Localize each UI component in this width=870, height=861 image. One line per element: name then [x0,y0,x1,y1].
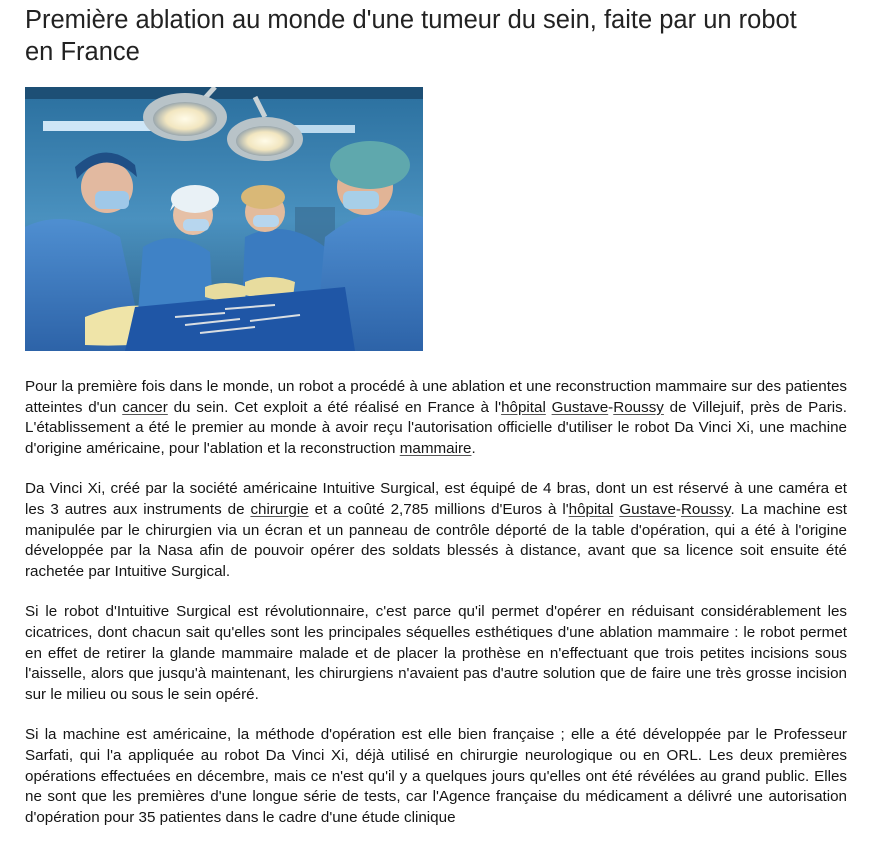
article-photo [25,87,423,351]
article-body [25,377,847,828]
keyword-link-mammaire[interactable]: mammaire [399,439,472,457]
surgery-photo-icon [25,87,423,351]
article-paragraph [25,377,847,459]
keyword-link-chirurgie[interactable]: chirurgie [250,500,309,518]
keyword-link-roussy[interactable]: Roussy [680,500,731,518]
article-title: Première ablation au monde d'une tumeur du sein, faite par un robot en France [25,6,797,66]
keyword-link-h-pital[interactable]: hôpital [501,398,546,416]
paragraph-text: Da Vinci Xi, créé par la société américaine Intuitive Surgical, est équipé de 4 bras, dont un est réservé à une caméra et les 3 autres aux instruments de [25,480,847,518]
keyword-link-gustave[interactable]: Gustave [551,398,609,416]
article-paragraph [25,479,847,582]
paragraph-text: Pour la première fois dans le monde, un robot a procédé à une ablation et une reconstruction mammaire sur des patientes atteintes d'un [25,378,847,416]
paragraph-text: de Villejuif, près de Paris. L'établissement a été le premier au monde à avoir reçu l'autorisation officielle d'utiliser le robot Da Vinci Xi, une machine d'origine américaine, pour l'ablation et la reconstruction [25,398,847,457]
keyword-link-cancer[interactable]: cancer [122,398,168,416]
article-paragraph [25,602,847,705]
paragraph-text: du sein. Cet exploit a été réalisé en France à l' [167,398,502,416]
paragraph-text: Si le robot d'Intuitive Surgical est révolutionnaire, c'est parce qu'il permet d'opérer en réduisant considérablement les cicatrices, dont chacun sait qu'elles sont les principales séquelles esthétiques d'une ablation mammaire : le robot permet en effet de retirer la glande mammaire malade et de placer la prothèse en n'effectuant que trois petites incisions sous l'aisselle, alors que jusqu'à maintenant, les chirurgiens n'avaient pas d'autre solution que de faire une très grosse incision sur le milieu ou sous le sein opéré. [25,603,847,703]
paragraph-text: . La machine est manipulée par le chirurgien via un écran et un panneau de contrôle déporté de la table d'opération, qui a été à l'origine développée par la Nasa afin de pouvoir opérer des soldats blessés à distance, avant que sa licence soit ensuite été rachetée par Intuitive Surgical. [25,500,848,580]
paragraph-text: - [608,398,614,416]
article [25,4,847,828]
paragraph-text: et a coûté 2,785 millions d'Euros à l' [308,500,569,518]
paragraph-text: Si la machine est américaine, la méthode d'opération est elle bien française ; elle a été développée par le Professeur Sarfati, qui l'a appliquée au robot Da Vinci Xi, déjà utilisé en chirurgie neurologique ou en ORL. Les deux premières opérations effectuées en décembre, mais ce n'est qu'il y a quelques jours qu'elles ont été révélées au grand public. Elles ne sont que les premières d'une longue série de tests, car l'Agence française du médicament a délivré une autorisation d'opération pour 35 patientes dans le cadre d'une étude clinique [25,726,847,826]
keyword-link-gustave[interactable]: Gustave [619,500,676,518]
article-paragraph [25,725,847,828]
paragraph-text: . [471,439,476,457]
keyword-link-roussy[interactable]: Roussy [613,398,664,416]
keyword-link-h-pital[interactable]: hôpital [568,500,614,518]
paragraph-text: - [675,500,681,518]
